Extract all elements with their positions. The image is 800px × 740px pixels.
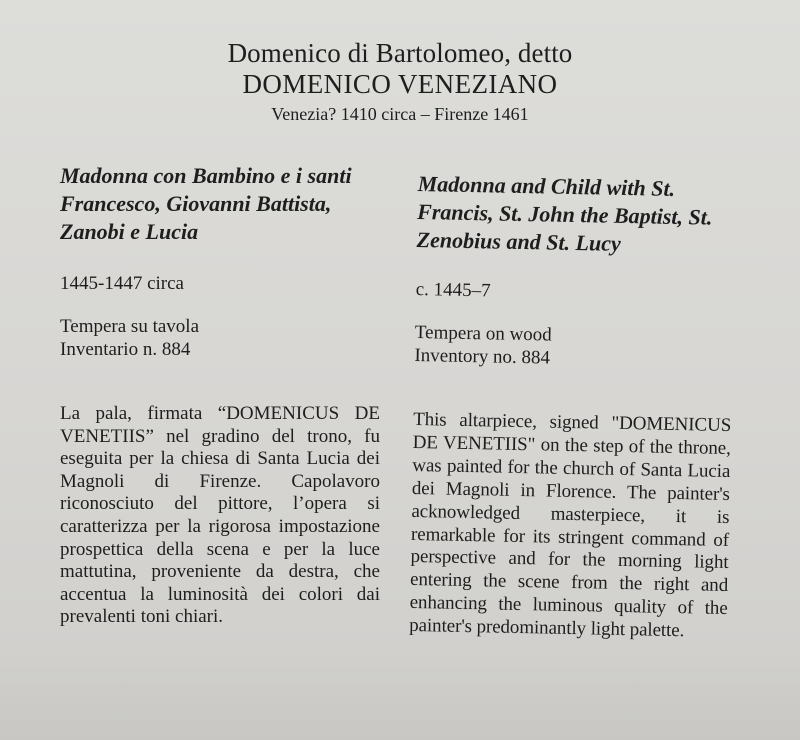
artist-dates: Venezia? 1410 circa – Firenze 1461 [271,104,529,124]
italian-medium: Tempera su tavola [60,316,200,337]
italian-dating: 1445-1447 circa [60,273,184,294]
english-title: Madonna and Child with St. Francis, St. John the Baptist, St. Zenobius and St. Lucy [416,170,713,256]
artist-name: DOMENICO VENEZIANO [242,69,558,99]
english-dating: c. 1445–7 [415,278,491,302]
italian-title: Madonna con Bambino e i santi Francesco, Giovanni Battista, Zanobi e Lucia [60,163,352,244]
english-column [409,170,736,644]
artist-header [0,38,800,125]
italian-description: La pala, firmata “DOMENICUS DE VENETIIS” nel gradino del trono, fu eseguita per la chiesa di Santa Lucia dei Magnoli di Firenze. Capolavoro riconosciuto del pittore, l’opera si caratterizza per la rigorosa impostazione prospettica della scena e per la luce mattutina, proveniente da destra, che accentua la luminosità dei colori dai prevalenti toni chiari. [60,403,380,628]
paper-shadow [0,650,800,740]
english-medium: Tempera on wood [414,321,552,346]
italian-inventory: Inventario n. 884 [60,339,191,360]
italian-column [60,162,380,629]
english-description: This altarpiece, signed "DOMENICUS DE VENETIIS" on the step of the throne, was painted for the church of Santa Lucia dei Magnoli in Florence. The painter's acknowledged masterpiece, it is remarkable for its stringent command of perspective and for the morning light entering the scene from the right and enhancing the luminous quality of the painter's predominantly light palette. [409,408,732,642]
english-inventory: Inventory no. 884 [414,344,551,369]
artist-full-name: Domenico di Bartolomeo, detto [227,38,573,68]
